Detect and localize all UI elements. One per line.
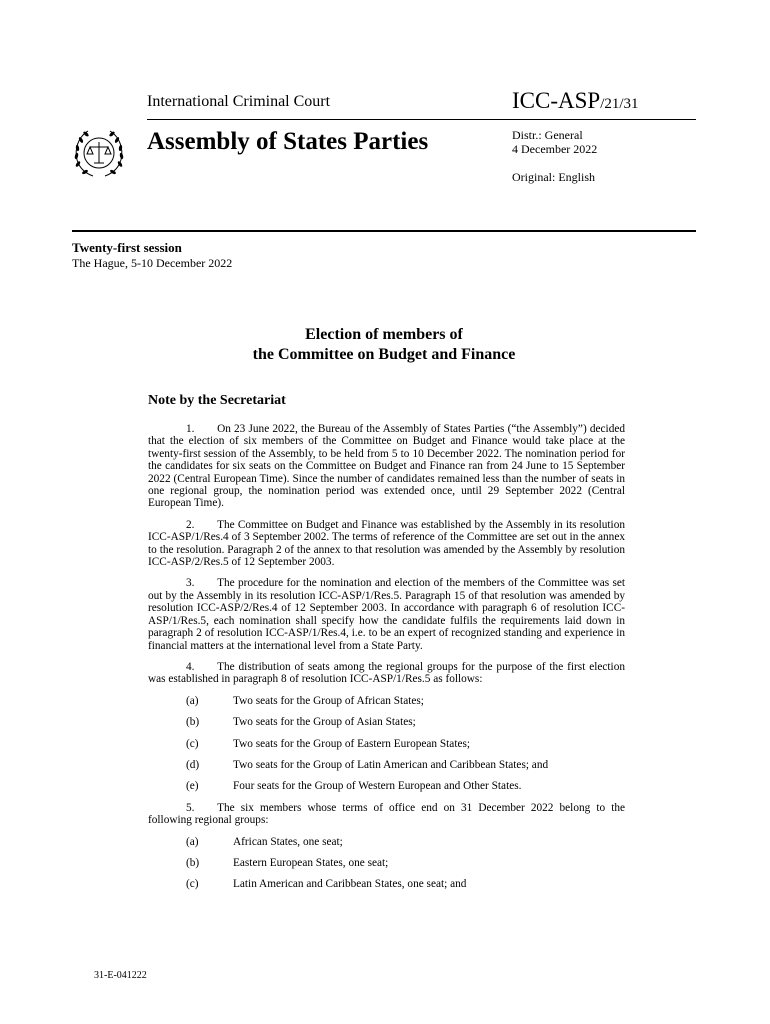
list-item-label: (a) xyxy=(186,835,199,848)
paragraph-2: 2. The Committee on Budget and Finance was established by the Assembly in its resolution ICC-ASP/1/Res.4 of 3 September 2002. The terms of reference of the Committee are set out in the annex to the resolution. Paragraph 2 of the annex to that resolution was amended by the Assembly by resolution ICC-ASP/2/Res.5 of 12 September 2003. xyxy=(148,518,625,569)
header-rule xyxy=(147,119,696,120)
organization-name: International Criminal Court xyxy=(147,93,331,110)
list-item-label: (e) xyxy=(186,780,199,793)
list-item xyxy=(148,716,625,728)
list-item-text: Two seats for the Group of Latin American and Caribbean States; and xyxy=(233,758,549,771)
section-rule xyxy=(72,230,696,232)
list-item-text: Latin American and Caribbean States, one seat; and xyxy=(233,878,467,891)
document-symbol-number: /21/31 xyxy=(600,96,639,112)
document-symbol-main: ICC-ASP xyxy=(512,88,601,113)
document-title-line2: the Committee on Budget and Finance xyxy=(252,346,516,363)
session-place: The Hague, 5-10 December 2022 xyxy=(72,256,233,270)
list-item-text: Four seats for the Group of Western European and Other States. xyxy=(233,780,522,793)
distribution-info xyxy=(512,128,597,156)
document-symbol xyxy=(512,88,639,114)
list-item xyxy=(148,738,625,750)
list-item xyxy=(148,759,625,771)
list-item-label: (d) xyxy=(186,758,200,771)
list-item-label: (c) xyxy=(186,878,199,891)
list-item xyxy=(148,857,625,869)
list-item-label: (b) xyxy=(186,716,200,729)
list-item-label: (b) xyxy=(186,856,200,869)
document-body xyxy=(148,423,625,900)
list-item-label: (a) xyxy=(186,694,199,707)
paragraph-4: 4. The distribution of seats among the regional groups for the purpose of the first election was established in paragraph 8 of resolution ICC-ASP/1/Res.5 as follows: xyxy=(148,660,625,686)
un-laurel-scales-emblem-icon xyxy=(71,126,127,182)
paragraph-3: 3. The procedure for the nomination and election of the members of the Committee was set out by the Assembly in its resolution ICC-ASP/1/Res.5. Paragraph 15 of that resolution was amended by resolution ICC-ASP/2/Res.4 of 12 September 2003. In accordance with paragraph 6 of resolution ICC-ASP/1/Res.5, each nomination shall specify how the candidate fulfils the requirements laid down in paragraph 2 of resolution ICC-ASP/1/Res.4, i.e. to be an expert of recognized standing and experience in financial matters at the international level from a State Party. xyxy=(148,577,625,652)
list-item-text: Eastern European States, one seat; xyxy=(233,856,389,869)
list-item xyxy=(148,836,625,848)
list-item xyxy=(148,878,625,890)
paragraph-1: 1. On 23 June 2022, the Bureau of the Assembly of States Parties (“the Assembly”) decided that the election of six members of the Committee on Budget and Finance would take place at the twenty-first session of the Assembly, to be held from 5 to 10 December 2022. The nomination period for the candidates for six seats on the Committee on Budget and Finance ran from 24 June to 15 September 2022 (Central European Time). Since the number of candidates remained less than the number of seats in one regional group, the nomination period was extended once, until 29 September 2022 (Central European Time). xyxy=(148,423,625,510)
assembly-title: Assembly of States Parties xyxy=(147,128,429,155)
list-item-label: (c) xyxy=(186,737,199,750)
list-item xyxy=(148,695,625,707)
list-item-text: African States, one seat; xyxy=(233,835,343,848)
footer-code: 31-E-041222 xyxy=(94,970,147,981)
document-date: 4 December 2022 xyxy=(512,142,598,156)
list-item-text: Two seats for the Group of Asian States; xyxy=(233,716,416,729)
list-item-text: Two seats for the Group of African States; xyxy=(233,694,424,707)
document-title-line1: Election of members of xyxy=(305,326,463,343)
list-item xyxy=(148,780,625,792)
distribution-type: Distr.: General xyxy=(512,128,583,142)
document-title xyxy=(72,325,696,365)
note-heading: Note by the Secretariat xyxy=(148,393,286,408)
paragraph-5: 5. The six members whose terms of office end on 31 December 2022 belong to the following regional groups: xyxy=(148,801,625,827)
session-title: Twenty-first session xyxy=(72,240,182,255)
original-language: Original: English xyxy=(512,170,595,184)
list-item-text: Two seats for the Group of Eastern European States; xyxy=(233,737,471,750)
